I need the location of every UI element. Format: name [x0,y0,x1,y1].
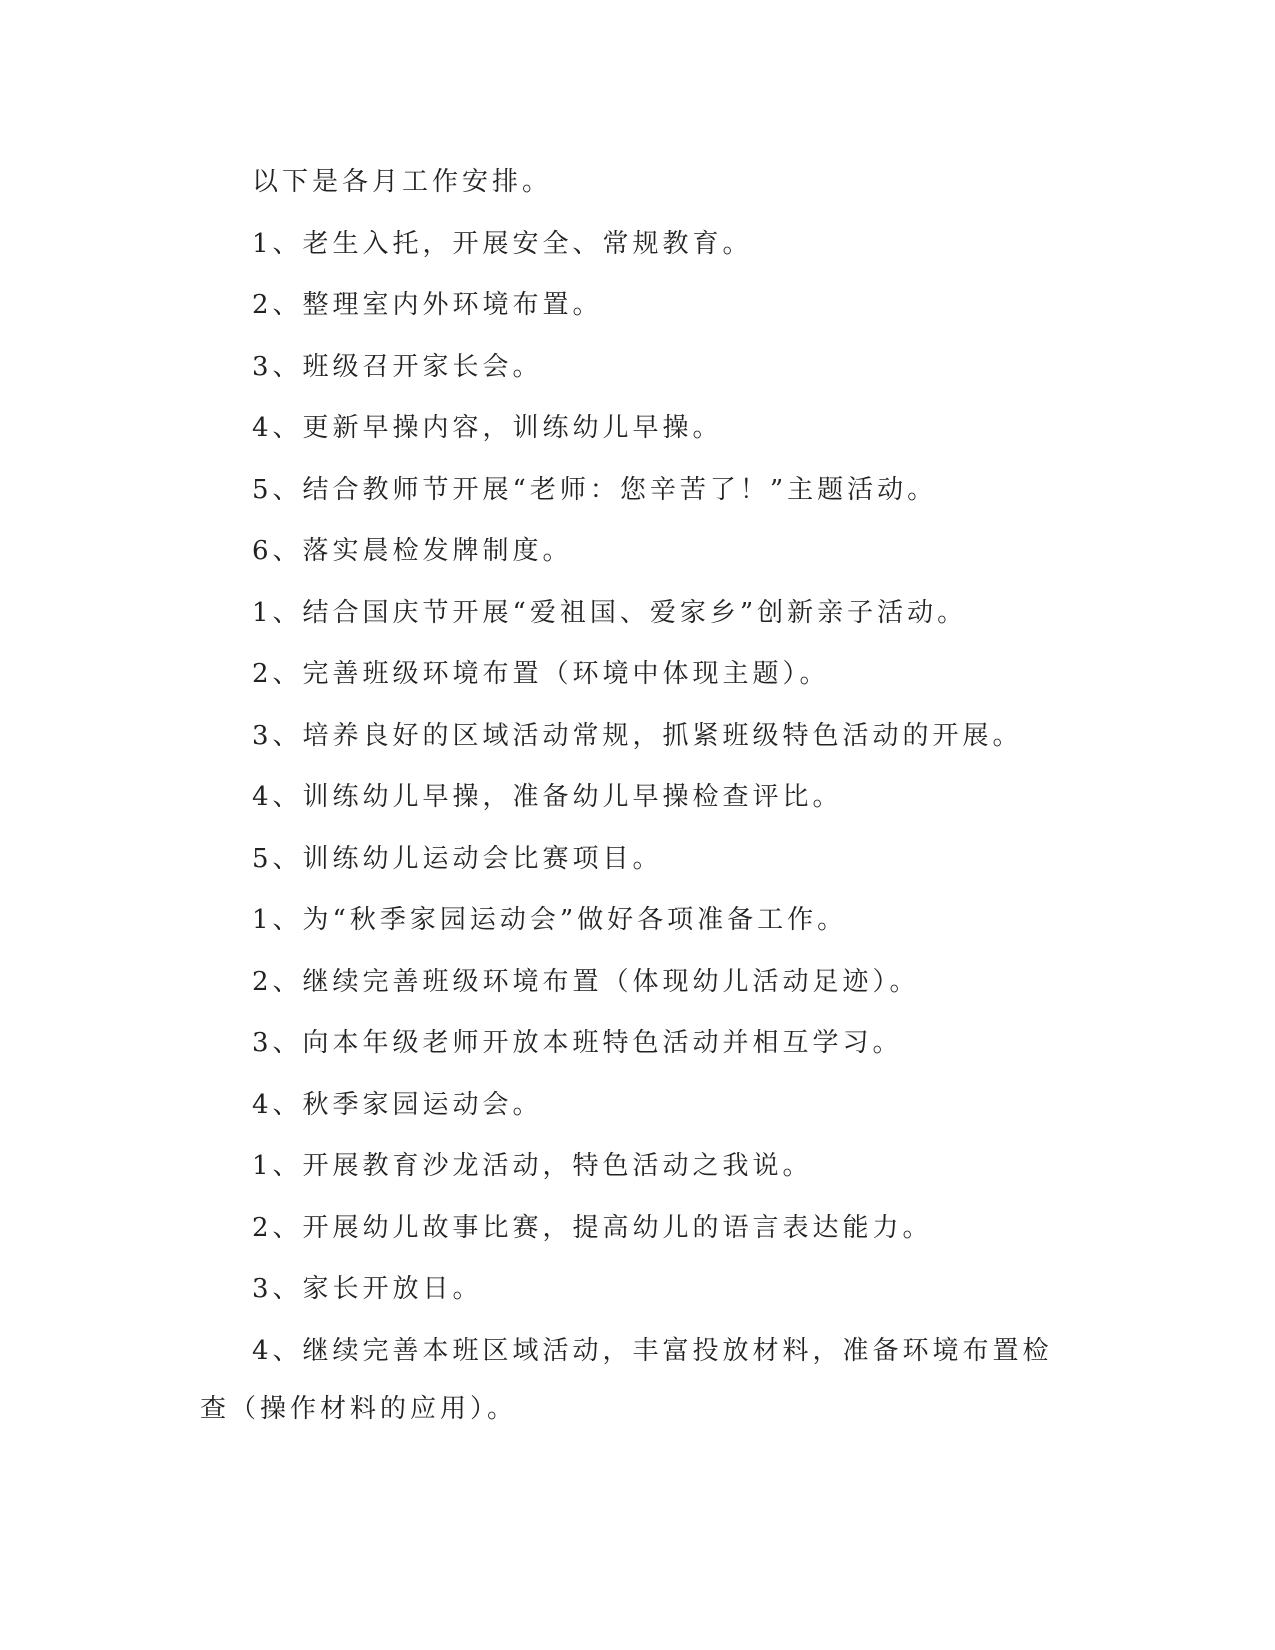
paragraph: 2、整理室内外环境布置。 [252,290,603,320]
paragraph: 4、秋季家园运动会。 [252,1089,543,1120]
paragraph: 4、训练幼儿早操，准备幼儿早操检查评比。 [252,782,843,812]
paragraph: 1、为“秋季家园运动会”做好各项准备工作。 [252,905,848,935]
paragraph: 1、开展教育沙龙活动，特色活动之我说。 [252,1151,813,1181]
paragraph: 6、落实晨检发牌制度。 [252,536,573,566]
paragraph: 3、向本年级老师开放本班特色活动并相互学习。 [252,1028,903,1058]
paragraph: 3、班级召开家长会。 [252,351,543,382]
paragraph: 4、继续完善本班区域活动，丰富投放材料，准备环境布置检查（操作材料的应用）。 [200,1335,1053,1424]
paragraph: 1、老生入托，开展安全、常规教育。 [252,228,753,259]
paragraph: 5、训练幼儿运动会比赛项目。 [252,843,663,874]
paragraph: 3、培养良好的区域活动常规，抓紧班级特色活动的开展。 [252,720,1023,751]
paragraph: 5、结合教师节开展“老师：您辛苦了！”主题活动。 [252,474,938,505]
paragraph: 4、更新早操内容，训练幼儿早操。 [252,413,723,443]
paragraph: 2、开展幼儿故事比赛，提高幼儿的语言表达能力。 [252,1212,933,1243]
paragraph: 以下是各月工作安排。 [252,167,553,197]
paragraph: 2、继续完善班级环境布置（体现幼儿活动足迹）。 [252,966,920,997]
paragraph: 2、完善班级环境布置（环境中体现主题）。 [252,659,830,689]
paragraph: 1、结合国庆节开展“爱祖国、爱家乡”创新亲子活动。 [252,597,968,628]
paragraph: 3、家长开放日。 [252,1274,483,1304]
document-body [200,161,1070,1438]
